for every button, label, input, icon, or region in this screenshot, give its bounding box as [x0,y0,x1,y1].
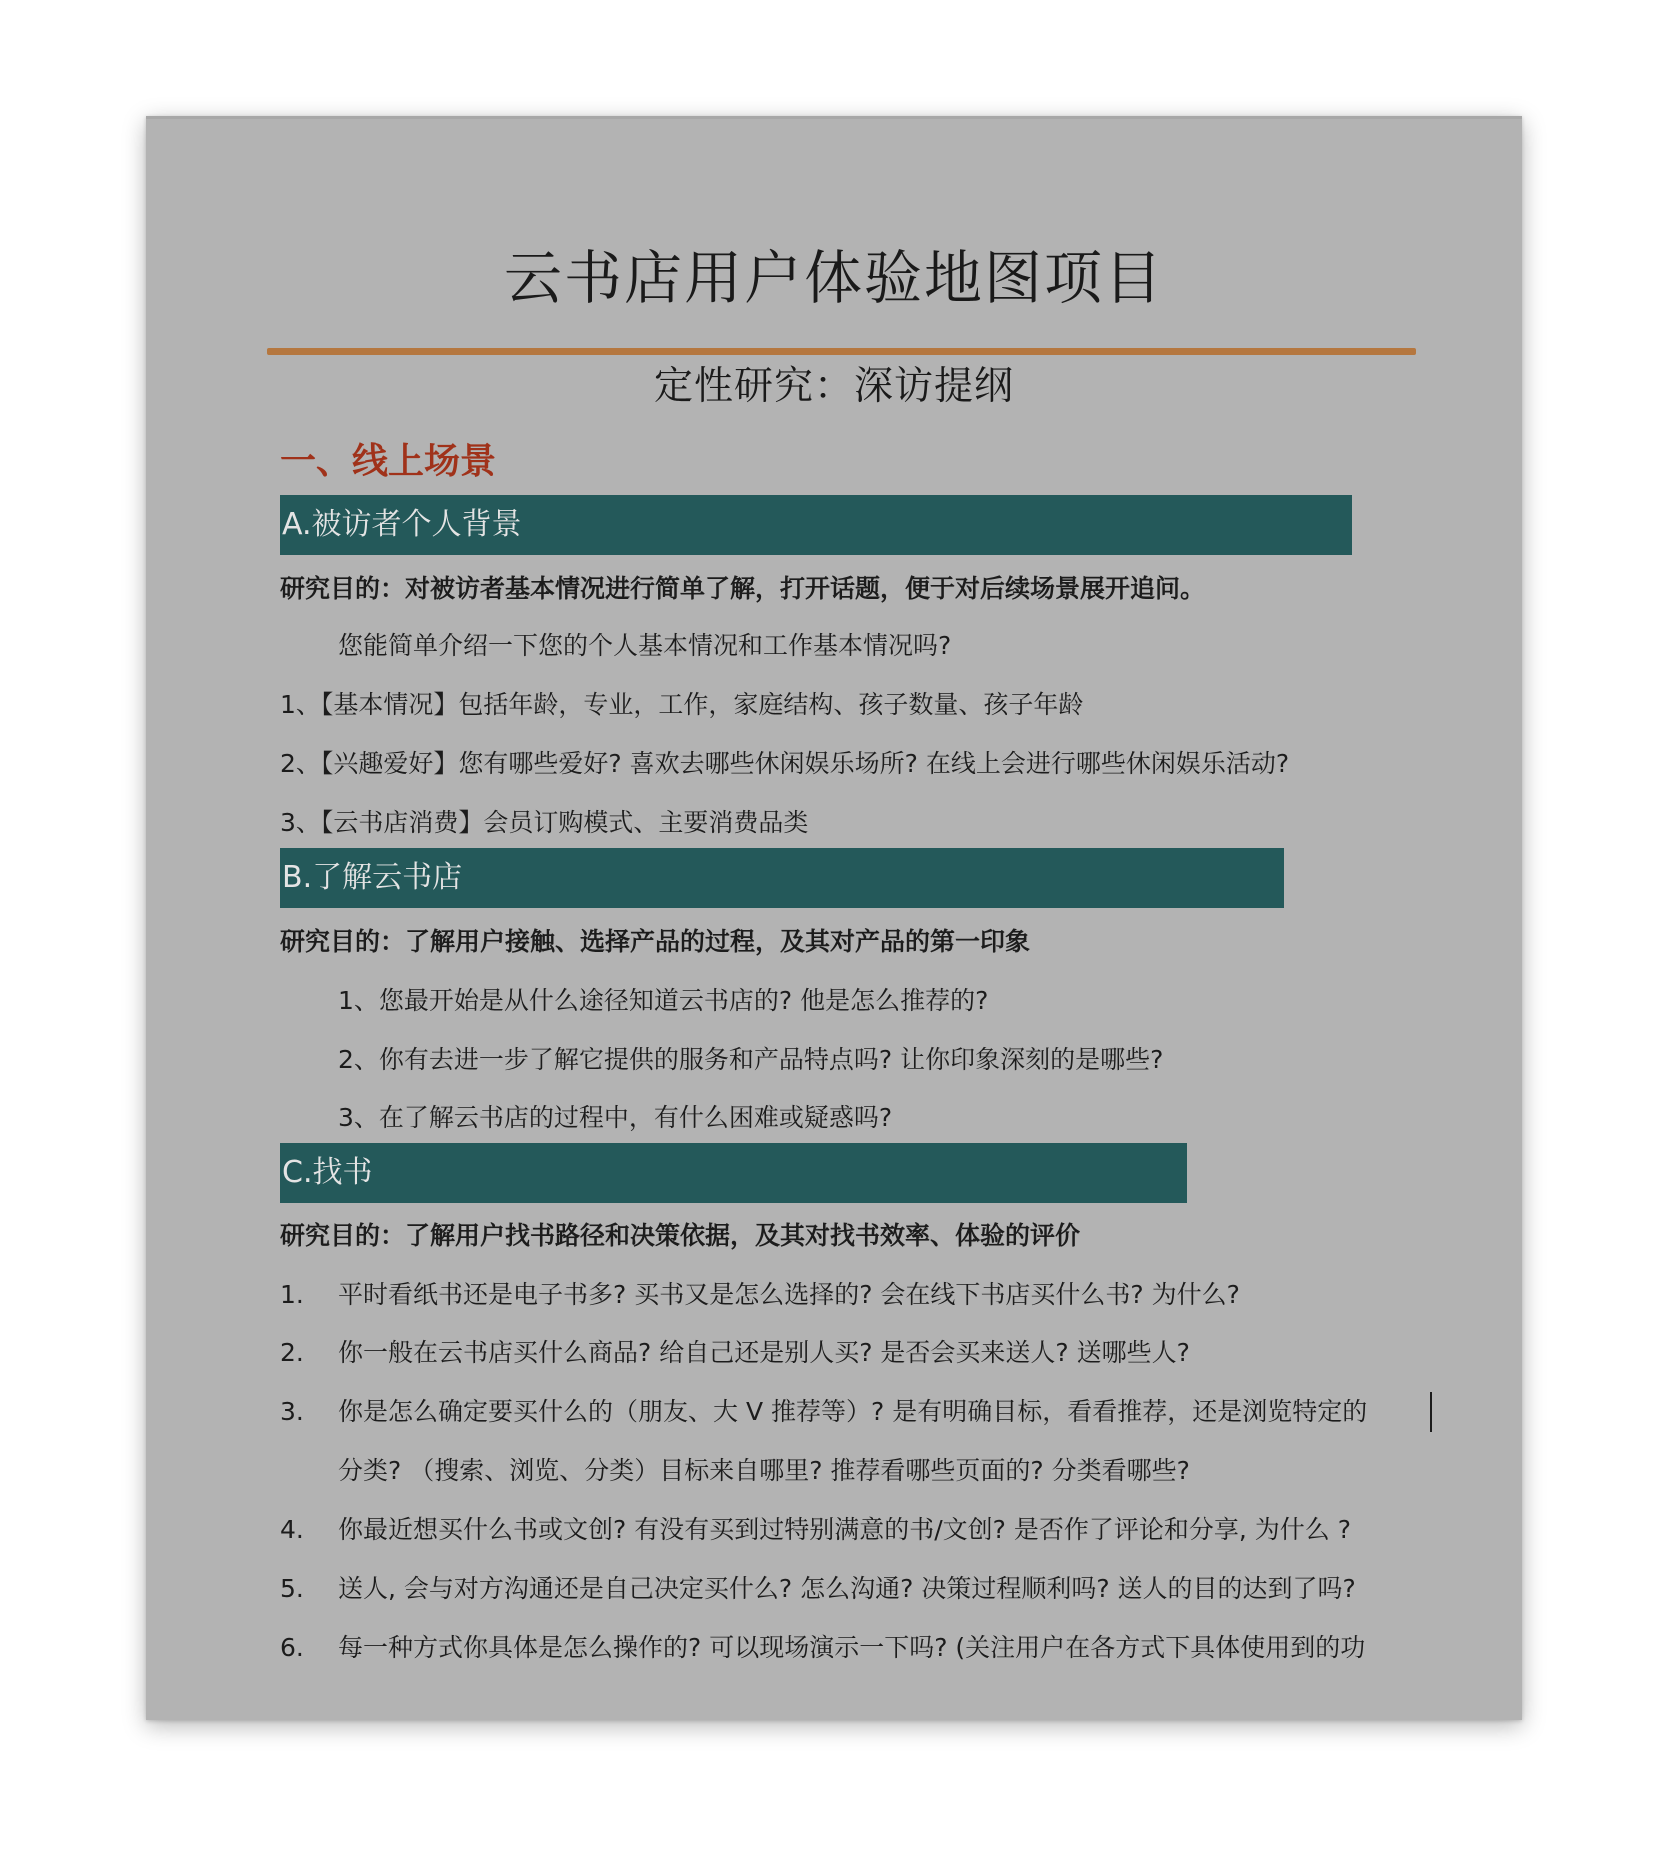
section-bar-c-label: C.找书 [282,1155,373,1190]
list-item-b-2: 2、你有去进一步了解它提供的服务和产品特点吗? 让你印象深刻的是哪些? [338,1045,1164,1074]
list-number: 5. [280,1574,304,1603]
list-item-c-1: 平时看纸书还是电子书多? 买书又是怎么选择的? 会在线下书店买什么书? 为什么? [338,1280,1240,1309]
section-bar-a [280,495,1352,555]
document-page [146,116,1522,1720]
list-item-c-3: 你是怎么确定要买什么的（朋友、大 V 推荐等）? 是有明确目标，看看推荐，还是浏览特定的 [338,1397,1368,1426]
list-item-a-3: 3、【云书店消费】会员订购模式、主要消费品类 [280,808,809,837]
purpose-c: 研究目的：了解用户找书路径和决策依据，及其对找书效率、体验的评价 [280,1221,1081,1250]
section-bar-a-label: A.被访者个人背景 [282,507,522,542]
section-heading-online: 一、线上场景 [280,441,497,482]
list-number: 2. [280,1338,304,1367]
list-item-c-5: 送人, 会与对方沟通还是自己决定买什么? 怎么沟通? 决策过程顺利吗? 送人的目的达到了吗? [338,1574,1356,1603]
list-item-c-2: 你一般在云书店买什么商品? 给自己还是别人买? 是否会买来送人? 送哪些人? [338,1338,1190,1367]
list-item-c-6: 每一种方式你具体是怎么操作的? 可以现场演示一下吗? (关注用户在各方式下具体使用到的功 [338,1633,1366,1662]
list-number: 6. [280,1633,304,1662]
text-cursor [1430,1392,1432,1432]
section-bar-c [280,1143,1187,1203]
list-item-a-2: 2、【兴趣爱好】您有哪些爱好? 喜欢去哪些休闲娱乐场所? 在线上会进行哪些休闲娱乐活动? [280,749,1290,778]
list-item-c-4: 你最近想买什么书或文创? 有没有买到过特别满意的书/文创? 是否作了评论和分享, 为什么 ? [338,1515,1351,1544]
document-subtitle: 定性研究：深访提纲 [653,364,1014,409]
page-top-border [146,116,1522,119]
purpose-a: 研究目的：对被访者基本情况进行简单了解，打开话题，便于对后续场景展开追问。 [280,574,1206,603]
purpose-b: 研究目的：了解用户接触、选择产品的过程，及其对产品的第一印象 [280,927,1031,956]
section-bar-b-label: B.了解云书店 [282,860,463,895]
document-title: 云书店用户体验地图项目 [503,244,1164,312]
list-number: 3. [280,1397,304,1426]
intro-a: 您能简单介绍一下您的个人基本情况和工作基本情况吗? [338,631,952,660]
title-divider [267,348,1416,355]
section-bar-b [280,848,1284,908]
list-number: 4. [280,1515,304,1544]
list-item-b-1: 1、您最开始是从什么途径知道云书店的? 他是怎么推荐的? [338,986,989,1015]
list-number: 1. [280,1280,304,1309]
list-item-c-3-continued: 分类? （搜索、浏览、分类）目标来自哪里? 推荐看哪些页面的? 分类看哪些? [338,1456,1190,1485]
list-item-a-1: 1、【基本情况】包括年龄，专业，工作，家庭结构、孩子数量、孩子年龄 [280,690,1084,719]
list-item-b-3: 3、在了解云书店的过程中，有什么困难或疑惑吗? [338,1103,893,1132]
